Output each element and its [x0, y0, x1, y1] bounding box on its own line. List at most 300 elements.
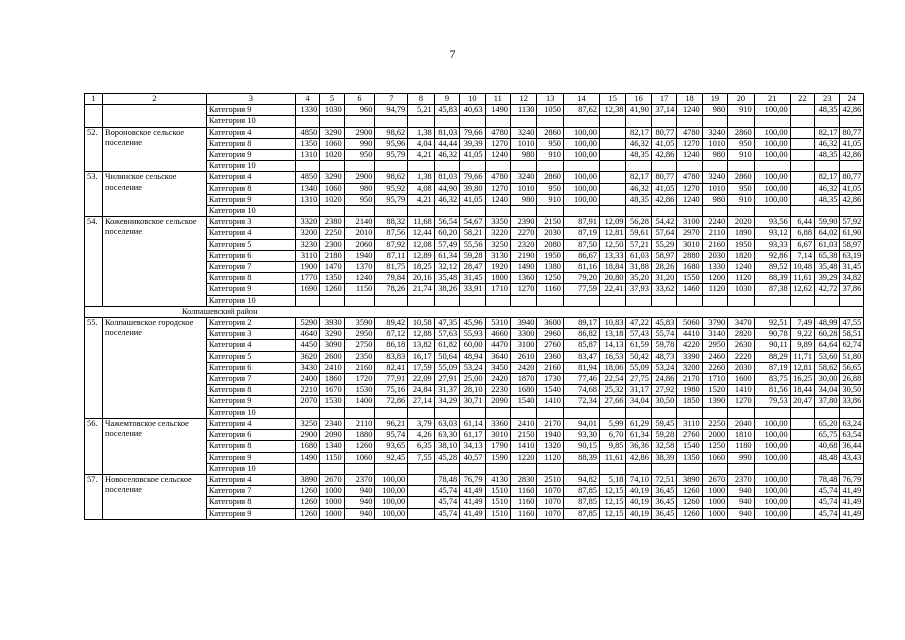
value-cell [702, 407, 727, 418]
value-cell: 9,89 [790, 340, 814, 351]
value-cell: 6,88 [790, 228, 814, 239]
value-cell [537, 116, 563, 127]
value-cell: 80,77 [840, 172, 864, 183]
value-cell [651, 295, 676, 306]
value-cell: 55,09 [626, 362, 651, 373]
category-cell: Категория 4 [206, 127, 295, 138]
value-cell: 12,15 [599, 486, 625, 497]
page-number: 7 [449, 47, 456, 61]
value-cell: 83,83 [375, 351, 408, 362]
value-cell: 2010 [344, 228, 375, 239]
value-cell: 24,84 [408, 385, 434, 396]
table-row [85, 474, 864, 485]
value-cell: 61,82 [434, 340, 459, 351]
value-cell [728, 295, 754, 306]
value-cell: 1980 [677, 385, 702, 396]
value-cell: 39,80 [460, 183, 485, 194]
value-cell [702, 161, 727, 172]
value-cell: 88,32 [375, 217, 408, 228]
value-cell: 4410 [677, 329, 702, 340]
value-cell [563, 116, 599, 127]
value-cell [702, 116, 727, 127]
value-cell: 86,18 [375, 340, 408, 351]
value-cell: 2510 [537, 474, 563, 485]
value-cell: 100,00 [754, 418, 790, 429]
header-cell: 17 [651, 94, 676, 105]
value-cell: 2960 [537, 329, 563, 340]
value-cell [408, 486, 434, 497]
value-cell [599, 138, 625, 149]
value-cell: 41,05 [460, 194, 485, 205]
value-cell: 2600 [320, 351, 344, 362]
value-cell: 22,09 [408, 374, 434, 385]
value-cell: 44,44 [434, 138, 459, 149]
value-cell: 87,91 [563, 217, 599, 228]
value-cell: 41,49 [840, 508, 864, 519]
value-cell: 63,19 [840, 250, 864, 261]
value-cell: 1010 [510, 183, 536, 194]
value-cell: 940 [344, 508, 375, 519]
value-cell: 50,42 [626, 351, 651, 362]
value-cell: 940 [344, 497, 375, 508]
value-cell: 1730 [537, 374, 563, 385]
value-cell: 28,47 [460, 262, 485, 273]
value-cell: 65,75 [815, 430, 840, 441]
value-cell: 40,57 [460, 452, 485, 463]
value-cell: 940 [728, 497, 754, 508]
value-cell: 2900 [344, 172, 375, 183]
value-cell: 93,33 [754, 239, 790, 250]
value-cell: 53,24 [651, 362, 676, 373]
value-cell: 54,42 [651, 217, 676, 228]
value-cell [651, 116, 676, 127]
value-cell: 92,51 [754, 318, 790, 329]
value-cell: 940 [728, 508, 754, 519]
value-cell: 18,06 [599, 362, 625, 373]
value-cell: 1000 [702, 508, 727, 519]
value-cell: 1510 [485, 508, 510, 519]
header-cell: 5 [320, 94, 344, 105]
value-cell [790, 194, 814, 205]
category-cell: Категория 5 [206, 239, 295, 250]
value-cell [460, 161, 485, 172]
value-cell: 59,28 [460, 250, 485, 261]
value-cell: 59,61 [626, 228, 651, 239]
value-cell: 61,03 [626, 250, 651, 261]
value-cell [728, 407, 754, 418]
value-cell: 11,68 [408, 217, 434, 228]
value-cell: 87,56 [375, 228, 408, 239]
value-cell: 3100 [677, 217, 702, 228]
value-cell: 3,79 [408, 418, 434, 429]
value-cell [815, 116, 840, 127]
value-cell: 100,00 [754, 138, 790, 149]
value-cell: 31,88 [626, 262, 651, 273]
value-cell: 1020 [320, 194, 344, 205]
value-cell [460, 407, 485, 418]
value-cell: 1000 [702, 486, 727, 497]
value-cell: 36,45 [651, 497, 676, 508]
value-cell: 1670 [320, 385, 344, 396]
value-cell: 33,86 [840, 396, 864, 407]
value-cell: 2090 [485, 396, 510, 407]
value-cell: 2270 [510, 228, 536, 239]
value-cell: 3350 [485, 217, 510, 228]
value-cell: 2860 [728, 172, 754, 183]
value-cell: 4220 [677, 340, 702, 351]
value-cell: 20,80 [599, 273, 625, 284]
value-cell [408, 497, 434, 508]
category-cell: Категория 4 [206, 418, 295, 429]
value-cell [626, 116, 651, 127]
value-cell: 95,92 [375, 183, 408, 194]
value-cell [295, 463, 319, 474]
value-cell: 87,12 [375, 329, 408, 340]
value-cell: 40,19 [626, 497, 651, 508]
value-cell: 2030 [702, 250, 727, 261]
value-cell: 78,26 [375, 284, 408, 295]
value-cell: 910 [537, 150, 563, 161]
value-cell: 3290 [320, 127, 344, 138]
category-cell: Категория 4 [206, 228, 295, 239]
value-cell: 58,21 [460, 228, 485, 239]
value-cell [599, 172, 625, 183]
value-cell [626, 463, 651, 474]
value-cell [728, 206, 754, 217]
value-cell: 72,86 [375, 396, 408, 407]
value-cell: 4660 [485, 329, 510, 340]
value-cell: 100,00 [754, 474, 790, 485]
value-cell: 10,48 [790, 262, 814, 273]
value-cell [460, 206, 485, 217]
value-cell: 4780 [677, 127, 702, 138]
value-cell: 57,21 [626, 239, 651, 250]
value-cell: 2320 [510, 239, 536, 250]
value-cell [375, 206, 408, 217]
value-cell [599, 463, 625, 474]
value-cell: 48,35 [815, 105, 840, 116]
value-cell [626, 206, 651, 217]
value-cell: 2250 [320, 228, 344, 239]
category-cell: Категория 9 [206, 150, 295, 161]
value-cell: 1060 [344, 452, 375, 463]
value-cell: 31,17 [626, 385, 651, 396]
value-cell [651, 161, 676, 172]
value-cell: 1060 [320, 183, 344, 194]
value-cell: 92,45 [375, 452, 408, 463]
value-cell [295, 161, 319, 172]
value-cell: 1270 [728, 396, 754, 407]
value-cell: 4470 [485, 340, 510, 351]
value-cell: 1240 [728, 262, 754, 273]
value-cell: 1250 [537, 273, 563, 284]
value-cell: 11,61 [599, 452, 625, 463]
value-cell: 980 [344, 183, 375, 194]
value-cell: 100,00 [754, 194, 790, 205]
value-cell [375, 463, 408, 474]
value-cell [510, 206, 536, 217]
value-cell: 1260 [320, 284, 344, 295]
value-cell: 42,86 [651, 194, 676, 205]
value-cell: 1020 [320, 150, 344, 161]
table-row [85, 105, 864, 116]
category-cell: Категория 3 [206, 329, 295, 340]
row-number: 57. [85, 474, 103, 519]
settlement-name: Кожевниковское сельское поселение [103, 217, 207, 307]
value-cell: 2860 [537, 127, 563, 138]
value-cell: 12,38 [599, 105, 625, 116]
value-cell: 7,14 [790, 250, 814, 261]
category-cell: Категория 10 [206, 295, 295, 306]
value-cell [408, 474, 434, 485]
value-cell: 1350 [320, 273, 344, 284]
category-cell: Категория 4 [206, 172, 295, 183]
value-cell: 1680 [295, 441, 319, 452]
value-cell: 3010 [677, 239, 702, 250]
value-cell [754, 206, 790, 217]
value-cell: 1240 [344, 273, 375, 284]
value-cell: 2360 [537, 351, 563, 362]
value-cell: 12,50 [599, 239, 625, 250]
value-cell: 1860 [320, 374, 344, 385]
header-cell: 11 [485, 94, 510, 105]
value-cell: 1120 [537, 452, 563, 463]
value-cell: 39,29 [815, 273, 840, 284]
value-cell: 1150 [344, 284, 375, 295]
value-cell: 100,00 [563, 194, 599, 205]
value-cell: 2350 [344, 351, 375, 362]
value-cell: 2900 [344, 127, 375, 138]
value-cell: 37,80 [815, 396, 840, 407]
value-cell: 86,67 [563, 250, 599, 261]
value-cell: 59,78 [651, 340, 676, 351]
value-cell: 990 [344, 138, 375, 149]
value-cell: 27,92 [651, 385, 676, 396]
value-cell: 95,79 [375, 194, 408, 205]
value-cell: 3300 [510, 329, 536, 340]
row-number: 55. [85, 318, 103, 419]
value-cell: 42,86 [626, 452, 651, 463]
value-cell: 5,99 [599, 418, 625, 429]
value-cell [485, 161, 510, 172]
value-cell: 1800 [485, 273, 510, 284]
value-cell [754, 116, 790, 127]
value-cell: 950 [344, 194, 375, 205]
category-cell: Категория 9 [206, 284, 295, 295]
value-cell [434, 295, 459, 306]
value-cell: 1260 [677, 497, 702, 508]
value-cell: 2090 [320, 430, 344, 441]
category-cell: Категория 9 [206, 396, 295, 407]
value-cell: 100,00 [754, 441, 790, 452]
value-cell: 3290 [320, 329, 344, 340]
value-cell: 1490 [485, 105, 510, 116]
value-cell [408, 206, 434, 217]
value-cell [563, 206, 599, 217]
value-cell: 94,82 [563, 474, 599, 485]
value-cell: 1030 [728, 284, 754, 295]
value-cell [626, 295, 651, 306]
value-cell: 81,94 [563, 362, 599, 373]
value-cell: 45,83 [651, 318, 676, 329]
value-cell: 3200 [677, 362, 702, 373]
value-cell: 1270 [510, 284, 536, 295]
category-cell: Категория 10 [206, 407, 295, 418]
value-cell [537, 161, 563, 172]
value-cell: 61,29 [626, 418, 651, 429]
value-cell [375, 295, 408, 306]
value-cell: 56,65 [840, 362, 864, 373]
value-cell: 3110 [677, 418, 702, 429]
value-cell: 2160 [344, 362, 375, 373]
settlement-name: Чажемтовское сельское поселение [103, 418, 207, 474]
value-cell: 48,94 [460, 351, 485, 362]
value-cell: 87,50 [563, 239, 599, 250]
value-cell [677, 407, 702, 418]
value-cell: 60,00 [460, 340, 485, 351]
value-cell: 79,66 [460, 127, 485, 138]
value-cell: 100,00 [754, 127, 790, 138]
value-cell: 87,85 [563, 497, 599, 508]
value-cell: 2230 [485, 385, 510, 396]
header-cell: 13 [537, 94, 563, 105]
value-cell: 48,35 [815, 150, 840, 161]
value-cell: 13,82 [408, 340, 434, 351]
value-cell: 1880 [344, 430, 375, 441]
value-cell: 6,67 [790, 239, 814, 250]
category-cell: Категория 8 [206, 497, 295, 508]
value-cell: 1160 [510, 497, 536, 508]
value-cell [790, 463, 814, 474]
value-cell: 1120 [728, 273, 754, 284]
settlement-name: Новоселовское сельское поселение [103, 474, 207, 519]
value-cell: 79,84 [375, 273, 408, 284]
value-cell: 12,89 [408, 250, 434, 261]
value-cell: 30,50 [651, 396, 676, 407]
value-cell: 87,92 [375, 239, 408, 250]
value-cell: 3130 [485, 250, 510, 261]
value-cell: 2420 [485, 374, 510, 385]
value-cell: 64,02 [815, 228, 840, 239]
value-cell: 3140 [702, 329, 727, 340]
value-cell: 45,74 [815, 497, 840, 508]
value-cell: 89,52 [754, 262, 790, 273]
value-cell: 3940 [510, 318, 536, 329]
value-cell: 4850 [295, 172, 319, 183]
value-cell [537, 463, 563, 474]
value-cell: 65,38 [815, 250, 840, 261]
value-cell: 87,62 [563, 105, 599, 116]
value-cell [408, 508, 434, 519]
value-cell [790, 474, 814, 485]
header-cell: 4 [295, 94, 319, 105]
value-cell [815, 295, 840, 306]
value-cell: 90,15 [563, 441, 599, 452]
value-cell: 2220 [728, 351, 754, 362]
value-cell: 86,82 [563, 329, 599, 340]
value-cell: 2190 [510, 250, 536, 261]
value-cell: 1510 [485, 497, 510, 508]
value-cell: 960 [344, 105, 375, 116]
value-cell: 55,29 [651, 239, 676, 250]
value-cell: 33,91 [460, 284, 485, 295]
value-cell: 41,05 [840, 138, 864, 149]
value-cell [599, 127, 625, 138]
value-cell: 87,19 [754, 362, 790, 373]
value-cell: 47,55 [840, 318, 864, 329]
value-cell: 1940 [344, 250, 375, 261]
value-cell: 38,26 [434, 284, 459, 295]
value-cell: 100,00 [754, 486, 790, 497]
value-cell: 41,05 [651, 183, 676, 194]
value-cell: 2180 [320, 250, 344, 261]
value-cell: 1010 [702, 138, 727, 149]
value-cell: 45,96 [460, 318, 485, 329]
value-cell: 61,34 [434, 250, 459, 261]
value-cell: 87,38 [754, 284, 790, 295]
value-cell: 80,77 [651, 127, 676, 138]
value-cell: 1320 [537, 441, 563, 452]
value-cell [510, 116, 536, 127]
value-cell: 4780 [485, 172, 510, 183]
value-cell: 5290 [295, 318, 319, 329]
value-cell [434, 463, 459, 474]
value-cell: 12,44 [408, 228, 434, 239]
header-cell: 8 [408, 94, 434, 105]
header-cell: 20 [728, 94, 754, 105]
value-cell [434, 116, 459, 127]
value-cell: 2140 [344, 217, 375, 228]
value-cell: 58,51 [840, 329, 864, 340]
value-cell: 90,11 [754, 340, 790, 351]
value-cell: 81,75 [375, 262, 408, 273]
value-cell: 42,86 [840, 194, 864, 205]
value-cell [790, 172, 814, 183]
value-cell [599, 206, 625, 217]
value-cell: 45,28 [434, 452, 459, 463]
value-cell: 3320 [295, 217, 319, 228]
value-cell: 40,19 [626, 486, 651, 497]
value-cell: 80,77 [840, 127, 864, 138]
value-cell: 39,39 [460, 138, 485, 149]
header-cell: 2 [103, 94, 207, 105]
value-cell: 64,64 [815, 340, 840, 351]
category-cell: Категория 8 [206, 385, 295, 396]
value-cell: 1460 [677, 284, 702, 295]
value-cell: 2160 [702, 239, 727, 250]
category-cell: Категория 2 [206, 318, 295, 329]
table-row [85, 127, 864, 138]
value-cell: 1,38 [408, 127, 434, 138]
value-cell [840, 295, 864, 306]
value-cell: 100,00 [754, 452, 790, 463]
value-cell: 72,51 [651, 474, 676, 485]
value-cell: 12,15 [599, 497, 625, 508]
row-number [85, 105, 103, 127]
table-row [85, 318, 864, 329]
value-cell: 1400 [344, 396, 375, 407]
value-cell: 3620 [295, 351, 319, 362]
value-cell: 1770 [295, 273, 319, 284]
value-cell: 100,00 [754, 105, 790, 116]
value-cell: 34,82 [840, 273, 864, 284]
value-cell: 28,10 [460, 385, 485, 396]
value-cell: 2860 [537, 172, 563, 183]
row-number: 56. [85, 418, 103, 474]
value-cell: 1330 [295, 105, 319, 116]
value-cell: 1160 [510, 486, 536, 497]
value-cell: 41,05 [460, 150, 485, 161]
